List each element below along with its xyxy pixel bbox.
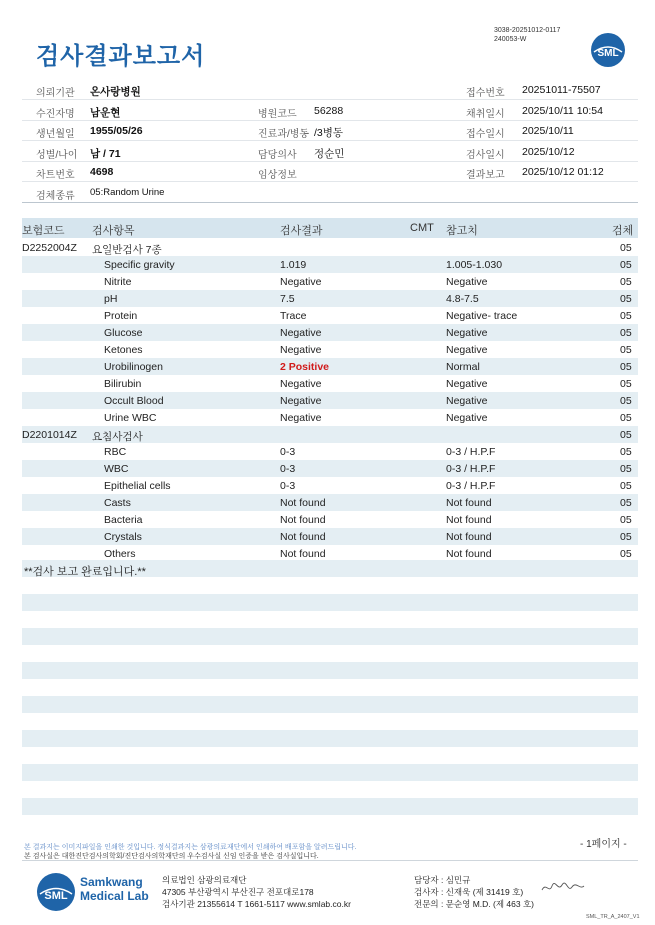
cell-ref: Negative	[446, 344, 488, 356]
lab-name-line-2: Medical Lab	[80, 889, 149, 903]
table-row	[22, 409, 638, 426]
table-row	[22, 358, 638, 375]
table-row	[22, 256, 638, 273]
col-result-header: 검사결과	[280, 225, 323, 237]
table-row	[22, 375, 638, 392]
cell-result: Not found	[280, 531, 326, 543]
requesting-org-value: 온사랑병원	[90, 86, 141, 98]
cell-result: Trace	[280, 310, 307, 322]
document-id-line-2: 240053-W	[494, 36, 527, 43]
cell-result: Negative	[280, 344, 322, 356]
doctor-label: 담당의사	[258, 150, 297, 161]
specimen-type-label: 검체종류	[36, 191, 75, 202]
patient-label: 수진자명	[36, 109, 75, 120]
cell-item: Occult Blood	[104, 395, 164, 407]
table-row	[22, 392, 638, 409]
cell-spec: 05	[620, 327, 632, 339]
cell-ref: 0-3 / H.P.F	[446, 480, 496, 492]
cell-item: 요일반검사 7종	[92, 244, 162, 256]
cell-ref: Not found	[446, 548, 492, 560]
received-value: 2025/10/11	[522, 125, 574, 137]
doctor-value: 정순민	[314, 148, 345, 160]
dept-value: /3병동	[314, 127, 344, 139]
col-item-header: 검사항목	[92, 225, 135, 237]
collected-value: 2025/10/11 10:54	[522, 105, 603, 117]
specimen-type-value: 05:Random Urine	[90, 187, 165, 198]
lab-name-line-1: Samkwang	[80, 875, 143, 889]
cell-spec: 05	[620, 463, 632, 475]
cell-spec: 05	[620, 497, 632, 509]
cell-item: Bacteria	[104, 514, 143, 526]
image-print-disclaimer: 본 결과지는 이미지파일을 인쇄한 것입니다. 정식결과지는 삼광의료재단에서 인쇄하여 배포함을 알려드립니다.	[24, 844, 357, 851]
cell-result: 0-3	[280, 463, 296, 475]
cell-result: Negative	[280, 276, 322, 288]
receipt-no-value: 20251011-75507	[522, 84, 601, 96]
table-row	[22, 273, 638, 290]
cell-item: Others	[104, 548, 136, 560]
cell-item: 요침사검사	[92, 431, 143, 443]
table-row	[22, 443, 638, 460]
birth-label: 생년월일	[36, 129, 75, 140]
accreditation-notice: 본 검사실은 대한진단검사의학회/진단검사의학재단의 우수검사실 신임 인증을 받은 검사실입니다.	[24, 853, 319, 860]
table-row	[22, 528, 638, 545]
col-ref-header: 참고치	[446, 225, 478, 237]
col-code-header: 보험코드	[22, 225, 65, 237]
info-row-6	[22, 183, 638, 203]
cell-code: D2201014Z	[22, 429, 77, 441]
cell-spec: 05	[620, 480, 632, 492]
received-label: 접수일시	[466, 129, 505, 140]
col-cmt-header: CMT	[410, 222, 434, 234]
page-number: - 1페이지 -	[580, 839, 627, 850]
info-row-5	[22, 162, 638, 182]
info-row-1	[22, 80, 638, 100]
birth-value: 1955/05/26	[90, 125, 143, 137]
cell-spec: 05	[620, 293, 632, 305]
cell-result: Negative	[280, 378, 322, 390]
svg-text:SML: SML	[597, 48, 619, 59]
cell-spec: 05	[620, 446, 632, 458]
cell-ref: Not found	[446, 514, 492, 526]
cell-result: 0-3	[280, 446, 296, 458]
sex-age-value: 남 / 71	[90, 148, 121, 160]
empty-row	[22, 798, 638, 815]
cell-ref: Negative	[446, 395, 488, 407]
cell-result: Not found	[280, 497, 326, 509]
sml-logo-icon	[590, 32, 626, 68]
cell-result: Negative	[280, 327, 322, 339]
cell-spec: 05	[620, 361, 632, 373]
cell-spec: 05	[620, 276, 632, 288]
lab-address	[162, 874, 351, 910]
cell-spec: 05	[620, 514, 632, 526]
cell-spec: 05	[620, 412, 632, 424]
hospital-code-value: 56288	[314, 105, 344, 117]
footer-divider	[22, 860, 638, 861]
sex-age-label: 성별/나이	[36, 150, 78, 161]
form-code: SML_TR_A_2407_V1	[586, 914, 640, 920]
cell-spec: 05	[620, 531, 632, 543]
cell-ref: Negative- trace	[446, 310, 518, 322]
cell-spec: 05	[620, 259, 632, 271]
tested-label: 검사일시	[466, 150, 505, 161]
cell-code: D2252004Z	[22, 242, 77, 254]
collected-label: 채취일시	[466, 109, 505, 120]
receipt-no-label: 접수번호	[466, 88, 505, 99]
svg-text:SML: SML	[44, 890, 68, 902]
cell-item: Epithelial cells	[104, 480, 171, 492]
results-table-header	[22, 218, 638, 238]
cell-ref: 0-3 / H.P.F	[446, 463, 496, 475]
empty-row	[22, 594, 638, 611]
empty-row	[22, 696, 638, 713]
cell-result: 2 Positive	[280, 361, 330, 373]
cell-spec: 05	[620, 344, 632, 356]
cell-spec: 05	[620, 429, 632, 441]
document-id-line-1: 3038-20251012-0117	[494, 27, 561, 34]
cell-ref: Negative	[446, 412, 488, 424]
cell-ref: Negative	[446, 378, 488, 390]
empty-row	[22, 662, 638, 679]
reported-label: 결과보고	[466, 170, 505, 181]
cell-result: 7.5	[280, 293, 295, 305]
staff-line-manager: 담당자 : 심민규	[414, 875, 471, 885]
cell-item: Glucose	[104, 327, 143, 339]
cell-ref: 4.8-7.5	[446, 293, 479, 305]
cell-item: Ketones	[104, 344, 143, 356]
lab-name	[80, 875, 149, 903]
patient-value: 남운현	[90, 107, 121, 119]
cell-spec: 05	[620, 242, 632, 254]
cell-item: Bilirubin	[104, 378, 142, 390]
reported-value: 2025/10/12 01:12	[522, 166, 604, 178]
staff-line-tester: 검사자 : 신재욱 (제 31419 호)	[414, 887, 524, 897]
cell-spec: 05	[620, 378, 632, 390]
cell-item: Specific gravity	[104, 259, 175, 271]
info-row-4	[22, 142, 638, 162]
report-complete-note: **검사 보고 완료입니다.**	[24, 566, 146, 578]
table-row	[22, 477, 638, 494]
empty-row	[22, 628, 638, 645]
cell-ref: Negative	[446, 327, 488, 339]
page-title: 검사결과보고서	[36, 42, 206, 70]
chart-no-value: 4698	[90, 166, 114, 178]
cell-result: Not found	[280, 548, 326, 560]
cell-result: 1.019	[280, 259, 307, 271]
cell-item: Nitrite	[104, 276, 132, 288]
table-group-row	[22, 239, 638, 256]
sml-footer-logo-icon	[36, 872, 76, 912]
cell-item: Protein	[104, 310, 138, 322]
cell-result: Not found	[280, 514, 326, 526]
staff-info	[414, 874, 534, 910]
cell-item: WBC	[104, 463, 129, 475]
table-group-row	[22, 426, 638, 443]
cell-item: Urobilinogen	[104, 361, 163, 373]
hospital-code-label: 병원코드	[258, 109, 297, 120]
cell-result: Negative	[280, 395, 322, 407]
cell-spec: 05	[620, 310, 632, 322]
table-row	[22, 341, 638, 358]
cell-item: Urine WBC	[104, 412, 157, 424]
document-id	[494, 26, 560, 44]
cell-ref: Not found	[446, 531, 492, 543]
cell-ref: Normal	[446, 361, 480, 373]
address-line-2: 47305 부산광역시 부산진구 전포대로178	[162, 887, 314, 897]
cell-result: 0-3	[280, 480, 296, 492]
requesting-org-label: 의뢰기관	[36, 88, 75, 99]
chart-no-label: 차트번호	[36, 170, 75, 181]
address-line-1: 의료법인 삼광의료재단	[162, 875, 247, 885]
table-row	[22, 511, 638, 528]
staff-line-specialist: 전문의 : 문순영 M.D. (제 463 호)	[414, 899, 535, 909]
cell-item: Crystals	[104, 531, 142, 543]
table-row	[22, 494, 638, 511]
address-line-3: 검사기관 21355614 T 1661-5117 www.smlab.co.kr	[162, 899, 351, 909]
info-row-3	[22, 121, 638, 141]
cell-ref: 0-3 / H.P.F	[446, 446, 496, 458]
cell-ref: Not found	[446, 497, 492, 509]
dept-label: 진료과/병동	[258, 129, 310, 140]
cell-spec: 05	[620, 548, 632, 560]
tested-value: 2025/10/12	[522, 146, 575, 158]
cell-item: RBC	[104, 446, 127, 458]
info-row-2	[22, 101, 638, 121]
table-row	[22, 290, 638, 307]
table-row	[22, 307, 638, 324]
empty-row	[22, 730, 638, 747]
cell-item: Casts	[104, 497, 131, 509]
table-row	[22, 324, 638, 341]
table-row	[22, 460, 638, 477]
col-spec-header: 검체	[612, 225, 634, 237]
clinical-label: 임상정보	[258, 170, 297, 181]
empty-row	[22, 764, 638, 781]
cell-result: Negative	[280, 412, 322, 424]
cell-ref: 1.005-1.030	[446, 259, 503, 271]
cell-ref: Negative	[446, 276, 488, 288]
cell-item: pH	[104, 293, 118, 305]
cell-spec: 05	[620, 395, 632, 407]
signature-icon	[540, 880, 586, 896]
